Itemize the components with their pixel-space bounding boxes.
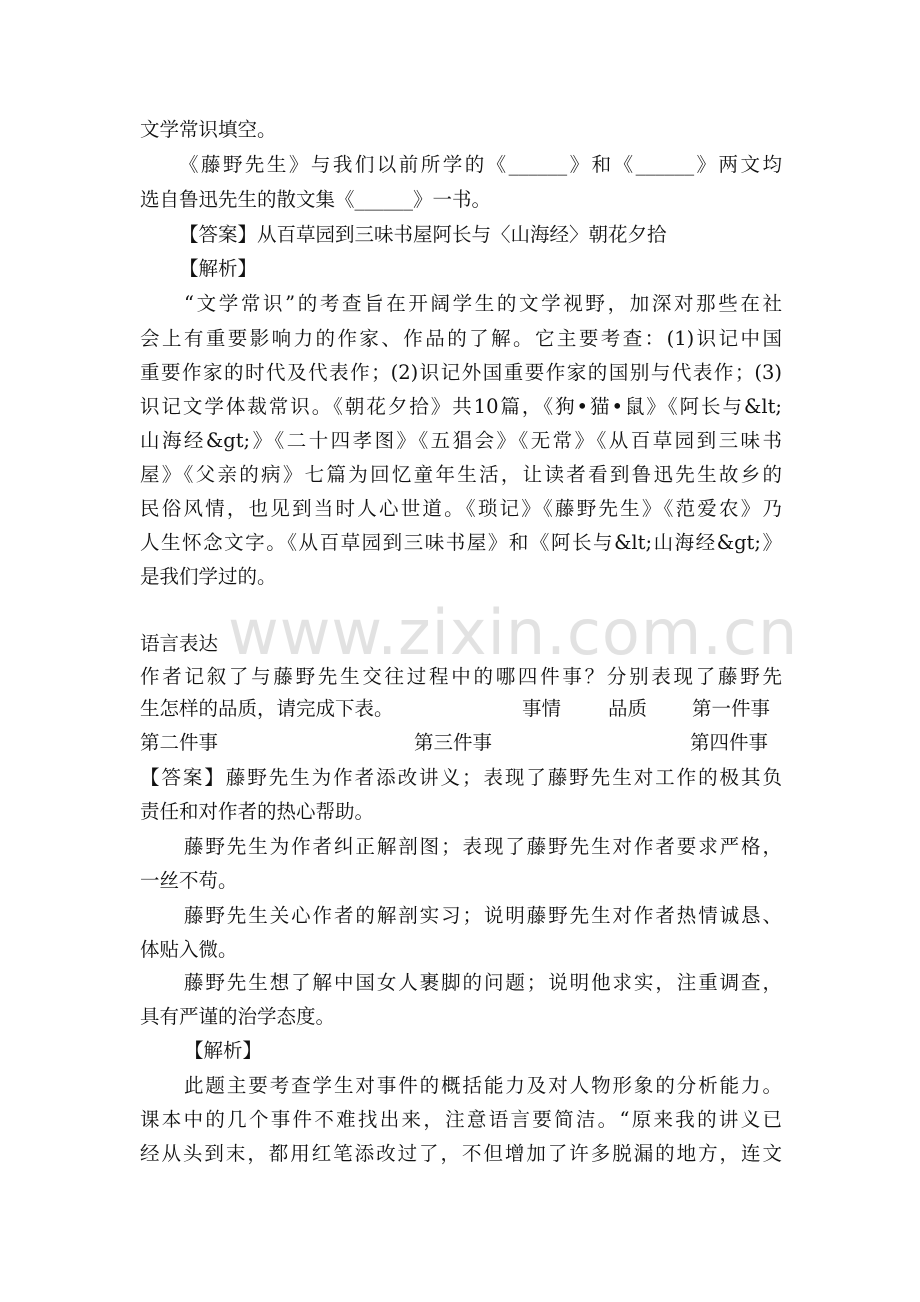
section2-analysis-line: 经从头到末，都用红笔添改过了，不但增加了许多脱漏的地方，连文	[140, 1142, 782, 1165]
table-header-first-event: 第一件事	[692, 697, 771, 720]
table-cell-third-event: 第三件事	[414, 731, 493, 754]
section2-analysis-line: 此题主要考查学生对事件的概括能力及对人物形象的分析能力。	[184, 1074, 782, 1097]
table-cell-fourth-event: 第四件事	[690, 731, 769, 754]
section1-answer: 【答案】从百草园到三味书屋阿长与〈山海经〉朝花夕拾	[179, 223, 667, 246]
answer-item4-line2: 具有严谨的治学态度。	[140, 1005, 336, 1028]
section1-analysis-line: 山海经&gt;》《二十四孝图》《五猖会》《无常》《从百草园到三味书	[140, 429, 782, 452]
section2-analysis-tag: 【解析】	[184, 1039, 263, 1062]
section2-question-line1: 作者记叙了与藤野先生交往过程中的哪四件事？分别表现了藤野先	[140, 665, 782, 688]
section1-analysis-line: “文学常识”的考查旨在开阔学生的文学视野，加深对那些在社	[184, 292, 782, 315]
table-header-quality: 品质	[608, 697, 648, 720]
table-cell-second-event: 第二件事	[140, 731, 219, 754]
watermark: www.zixin.com.cn	[228, 596, 799, 669]
section2-heading: 语言表达	[140, 632, 219, 655]
answer-item2-line2: 一丝不苟。	[140, 869, 238, 892]
section2-answer-line2: 责任和对作者的热心帮助。	[140, 800, 375, 823]
section1-analysis-line: 会上有重要影响力的作家、作品的了解。它主要考查：(1)识记中国	[140, 327, 782, 350]
section2-analysis-line: 课本中的几个事件不难找出来，注意语言要简洁。“原来我的讲义已	[140, 1108, 782, 1131]
answer-item2-line1: 藤野先生为作者纠正解剖图；表现了藤野先生对作者要求严格，	[184, 835, 782, 858]
section1-analysis-line: 屋》《父亲的病》七篇为回忆童年生活，让读者看到鲁迅先生故乡的	[140, 463, 782, 486]
section1-question-line2: 选自鲁迅先生的散文集《______》一书。	[140, 188, 492, 211]
section1-analysis-line: 是我们学过的。	[140, 565, 277, 588]
section2-answer-line1: 【答案】藤野先生为作者添改讲义；表现了藤野先生对工作的极其负	[140, 766, 782, 789]
section1-analysis-line: 重要作家的时代及代表作；(2)识记外国重要作家的国别与代表作；(3)	[140, 361, 782, 384]
table-header-event: 事情	[522, 697, 562, 720]
section1-heading: 文学常识填空。	[140, 118, 277, 141]
answer-item4-line1: 藤野先生想了解中国女人裹脚的问题；说明他求实，注重调查，	[184, 971, 782, 994]
answer-item3-line1: 藤野先生关心作者的解剖实习；说明藤野先生对作者热情诚恳、	[184, 904, 782, 927]
section1-analysis-line: 民俗风情，也见到当时人心世道。《琐记》《藤野先生》《范爱农》乃	[140, 497, 782, 520]
section1-analysis-line: 识记文学体裁常识。《朝花夕拾》共10篇，《狗•猫•鼠》《阿长与&lt;	[140, 395, 782, 418]
section1-analysis-tag: 【解析】	[179, 257, 258, 280]
answer-item3-line2: 体贴入微。	[140, 938, 238, 961]
section1-analysis-line: 人生怀念文字。《从百草园到三味书屋》和《阿长与&lt;山海经&gt;》	[140, 531, 782, 554]
section1-question-line1: 《藤野先生》与我们以前所学的《______》和《______》两文均	[179, 153, 782, 176]
section2-question-line2: 生怎样的品质，请完成下表。	[140, 697, 394, 720]
